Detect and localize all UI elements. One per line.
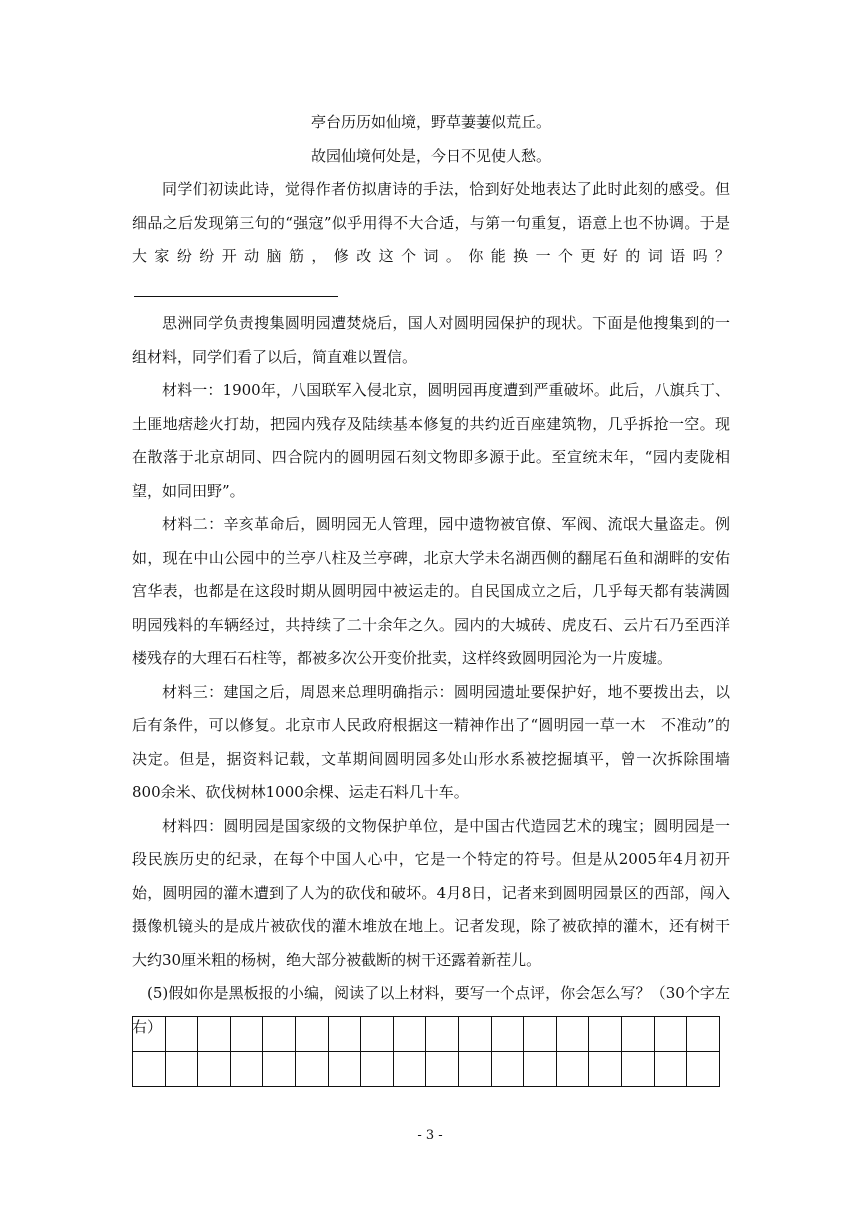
answer-grid-cell[interactable] (621, 1017, 654, 1052)
material-1: 材料一：1900年，八国联军入侵北京，圆明园再度遭到严重破坏。此后，八旗兵丁、土匪地痞趁火打劫，把园内残存及陆续基本修复的共约近百座建筑物，几乎拆抢一空。现在散落于北京胡同、四合院内的圆明园石刻文物即多源于此。至宣统末年，“园内麦陇相望，如同田野”。 (132, 381, 730, 500)
answer-grid-cell[interactable] (361, 1052, 394, 1087)
answer-grid-cell[interactable] (458, 1017, 491, 1052)
answer-grid[interactable] (132, 1016, 720, 1087)
answer-grid-cell[interactable] (621, 1052, 654, 1087)
answer-grid-cell[interactable] (328, 1052, 361, 1087)
paragraph-question-4 (132, 173, 730, 307)
material-2: 材料二：辛亥革命后，圆明园无人管理，园中遗物被官僚、军阀、流氓大量盗走。例如，现在中山公园中的兰亭八柱及兰亭碑，北京大学未名湖西侧的翻尾石鱼和湖畔的安佑宫华表，也都是在这段时期从圆明园中被运走的。自民国成立之后，几乎每天都有装满圆明园残料的车辆经过，共持续了二十余年之久。园内的大城砖、虎皮石、云片石乃至西洋楼残存的大理石石柱等，都被多次公开变价批卖，这样终致圆明园沦为一片废墟。 (132, 515, 730, 667)
paragraph-intro: 思洲同学负责搜集圆明园遭焚烧后，国人对圆明园保护的现状。下面是他搜集到的一组材料，同学们看了以后，简直难以置信。 (132, 314, 730, 366)
answer-grid-cell[interactable] (556, 1052, 589, 1087)
answer-grid-cell[interactable] (165, 1052, 198, 1087)
answer-grid-cell[interactable] (230, 1052, 263, 1087)
answer-grid-cell[interactable] (393, 1052, 426, 1087)
answer-grid-cell[interactable] (165, 1017, 198, 1052)
document-body (132, 106, 730, 1044)
question-5: (5)假如你是黑板报的小编，阅读了以上材料，要写一个点评，你会怎么写？（30个字左右） (132, 984, 730, 1036)
answer-grid-cell[interactable] (426, 1017, 459, 1052)
poem-line-3: 亭台历历如仙境，野草萋萋似荒丘。 (310, 113, 551, 131)
page-number: - 3 - (417, 1128, 443, 1143)
answer-grid-cell[interactable] (458, 1052, 491, 1087)
answer-grid-cell[interactable] (230, 1017, 263, 1052)
answer-grid-row (133, 1017, 720, 1052)
material-3: 材料三：建国之后，周恩来总理明确指示：圆明园遗址要保护好，地不要拨出去，以后有条件，可以修复。北京市人民政府根据这一精神作出了“圆明园一草一木 不准动”的决定。但是，据资料记载，文革期间圆明园多处山形水系被挖掘填平，曾一次拆除围墙800余米、砍伐树林1000余棵、运走石料几十车。 (132, 682, 730, 801)
answer-grid-cell[interactable] (589, 1017, 622, 1052)
answer-grid-cell[interactable] (198, 1017, 231, 1052)
material-4: 材料四：圆明园是国家级的文物保护单位，是中国古代造园艺术的瑰宝；圆明园是一段民族历史的纪录，在每个中国人心中，它是一个特定的符号。但是从2005年4月初开始，圆明园的灌木遭到了人为的砍伐和破坏。4月8日，记者来到圆明园景区的西部，闯入摄像机镜头的是成片被砍伐的灌木堆放在地上。记者发现，除了被砍掉的灌木，还有树干大约30厘米粗的杨树，绝大部分被截断的树干还露着新茬儿。 (132, 816, 730, 969)
answer-grid-cell[interactable] (654, 1017, 687, 1052)
answer-grid-cell[interactable] (198, 1052, 231, 1087)
answer-blank-line[interactable] (134, 295, 338, 297)
answer-grid-cell[interactable] (589, 1052, 622, 1087)
answer-grid-cell[interactable] (687, 1017, 720, 1052)
answer-grid-cell[interactable] (263, 1052, 296, 1087)
question-4-text: 同学们初读此诗，觉得作者仿拟唐诗的手法，恰到好处地表达了此时此刻的感受。但细品之后发现第三句的“强寇”似乎用得不大合适，与第一句重复，语意上也不协调。于是大家纷纷开动脑筋，修改这个词。你能换一个更好的词语吗？ (132, 180, 730, 265)
answer-grid-cell[interactable] (263, 1017, 296, 1052)
answer-grid-cell[interactable] (295, 1017, 328, 1052)
answer-grid-cell[interactable] (133, 1052, 166, 1087)
answer-grid-cell[interactable] (524, 1017, 557, 1052)
answer-grid-cell[interactable] (687, 1052, 720, 1087)
answer-grid-cell[interactable] (491, 1052, 524, 1087)
answer-grid-cell[interactable] (426, 1052, 459, 1087)
poem-line-4: 故园仙境何处是，今日不见使人愁。 (310, 146, 551, 165)
answer-grid-cell[interactable] (556, 1017, 589, 1052)
answer-grid-cell[interactable] (393, 1017, 426, 1052)
answer-grid-cell[interactable] (133, 1017, 166, 1052)
answer-grid-cell[interactable] (654, 1052, 687, 1087)
answer-grid-row (133, 1052, 720, 1087)
answer-grid-cell[interactable] (361, 1017, 394, 1052)
answer-grid-cell[interactable] (524, 1052, 557, 1087)
answer-grid-cell[interactable] (328, 1017, 361, 1052)
answer-grid-cell[interactable] (295, 1052, 328, 1087)
answer-grid-cell[interactable] (491, 1017, 524, 1052)
